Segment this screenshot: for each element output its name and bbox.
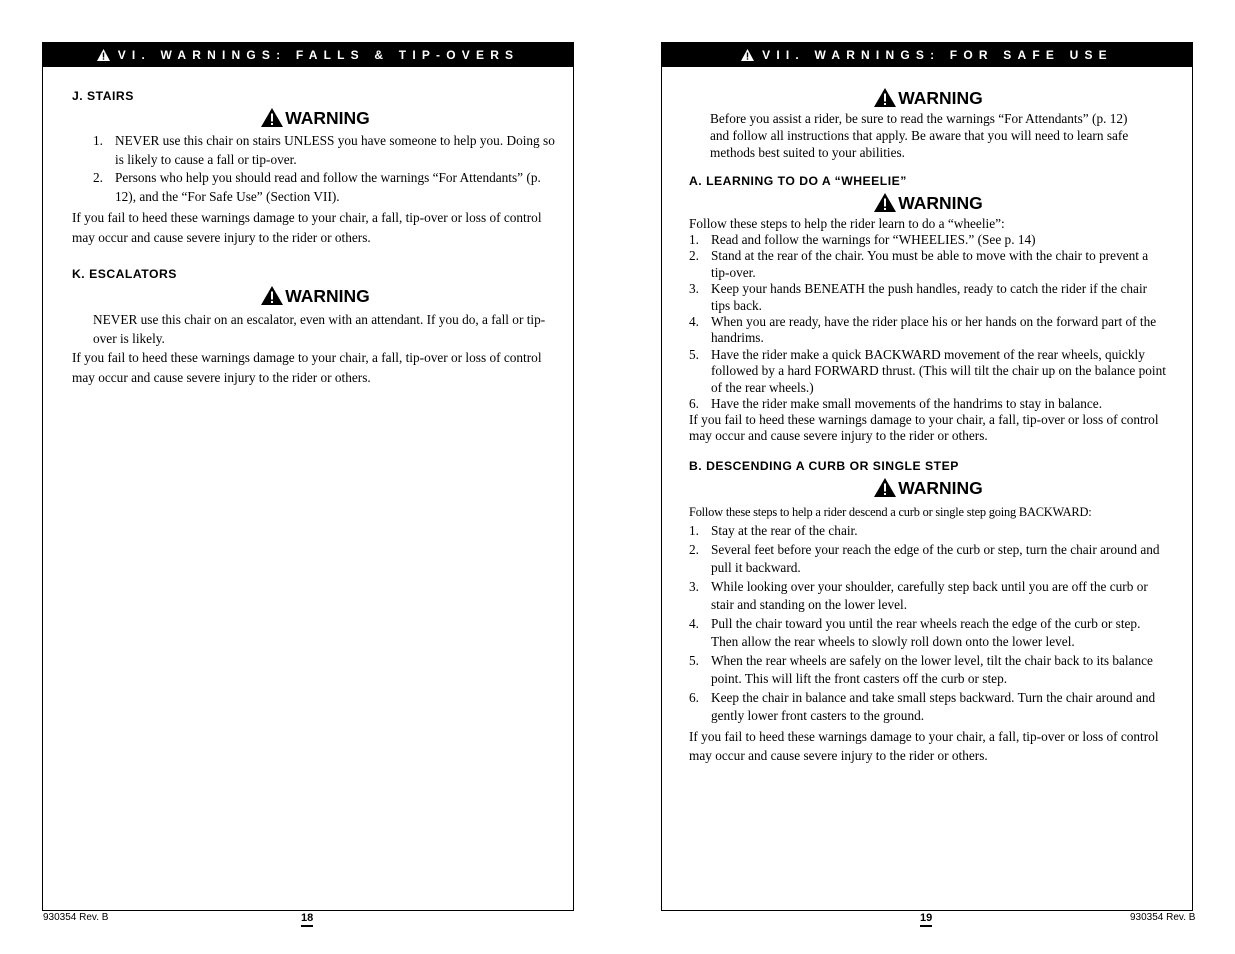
list-item: 4. Pull the chair toward you until the rear wheels reach the edge of the curb or step. Then allow the rear wheels to slowly roll down onto the lower level. — [689, 615, 1141, 649]
left-page — [42, 42, 574, 911]
section-a-note: If you fail to heed these warnings damage to your chair, a fall, tip-over or loss of control may occur and cause severe injury to the rider or others. — [689, 412, 1159, 444]
section-j-note: If you fail to heed these warnings damage to your chair, a fall, tip-over or loss of control may occur and cause severe injury to the rider or others. — [72, 210, 542, 245]
warning-triangle-icon — [874, 193, 896, 212]
left-page-header — [43, 43, 573, 67]
section-j-warning-label: WARNING — [285, 108, 370, 128]
section-k-text: NEVER use this chair on an escalator, even with an attendant. If you do, a fall or tip-over is likely. — [93, 312, 546, 346]
footer-doc-number-left: 930354 Rev. B — [43, 912, 109, 923]
section-j-warning — [72, 108, 559, 128]
list-item: 5. Have the rider make a quick BACKWARD movement of the rear wheels, quickly followed by a hard FORWARD thrust. (This will tilt the chair up on the balance point of the rear wheels.) — [689, 346, 1166, 395]
warning-triangle-icon — [97, 49, 110, 61]
list-item: 1. Stay at the rear of the chair. — [689, 523, 858, 538]
section-b-title: B. DESCENDING A CURB OR SINGLE STEP — [689, 459, 959, 473]
warning-triangle-icon — [261, 108, 283, 127]
right-page — [661, 42, 1193, 911]
list-item: 6. Keep the chair in balance and take small steps backward. Turn the chair around and gently lower front casters to the ground. — [689, 689, 1156, 723]
warning-triangle-icon — [874, 478, 896, 497]
list-item: 2. Several feet before your reach the edge of the curb or step, turn the chair around and pull it backward. — [689, 541, 1160, 575]
page-number-left: 18 — [301, 912, 313, 927]
list-item: 6. Have the rider make small movements of the handrims to stay in balance. — [689, 396, 1103, 412]
intro-text: Before you assist a rider, be sure to read the warnings “For Attendants” (p. 12) and follow all instructions that apply. Be aware that you will need to learn safe methods best suited to your abilities. — [710, 111, 1129, 160]
warning-triangle-icon — [874, 88, 896, 107]
section-a-warning-label: WARNING — [898, 193, 983, 213]
section-a-list — [689, 232, 1168, 412]
list-item: 4. When you are ready, have the rider place his or her hands on the forward part of the handrims. — [689, 314, 1157, 346]
section-a-lead: Follow these steps to help the rider learn to do a “wheelie”: — [689, 216, 1005, 231]
section-a-title: A. LEARNING TO DO A “WHEELIE” — [689, 174, 907, 188]
section-b-warning — [689, 478, 1168, 498]
section-j-list — [93, 132, 559, 206]
list-item: 3. Keep your hands BENEATH the push handles, ready to catch the rider if the chair tips back. — [689, 281, 1148, 313]
section-b-lead: Follow these steps to help a rider descend a curb or single step going BACKWARD: — [689, 505, 1092, 519]
section-a-warning — [689, 193, 1168, 213]
list-item: 5. When the rear wheels are safely on the lower level, tilt the chair back to its balance point. This will lift the front casters off the curb or step. — [689, 652, 1153, 686]
right-page-header-text: VII. WARNINGS: FOR SAFE USE — [762, 48, 1113, 62]
section-b-warning-label: WARNING — [898, 478, 983, 498]
section-b-list — [689, 522, 1168, 726]
right-page-header — [662, 43, 1192, 67]
section-k-note: If you fail to heed these warnings damage to your chair, a fall, tip-over or loss of control may occur and cause severe injury to the rider or others. — [72, 350, 542, 385]
left-page-header-text: VI. WARNINGS: FALLS & TIP-OVERS — [117, 48, 520, 62]
intro-warning-label: WARNING — [898, 88, 983, 108]
section-k-warning-label: WARNING — [285, 286, 370, 306]
footer-doc-number-right: 930354 Rev. B — [1130, 912, 1196, 923]
warning-triangle-icon — [741, 49, 754, 61]
warning-triangle-icon — [261, 286, 283, 305]
list-item: 2. Persons who help you should read and follow the warnings “For Attendants” (p. 12), and the “For Safe Use” (Section VII). — [93, 170, 541, 204]
intro-warning — [689, 88, 1168, 108]
list-item: 1. Read and follow the warnings for “WHEELIES.” (See p. 14) — [689, 232, 1036, 247]
list-item: 2. Stand at the rear of the chair. You must be able to move with the chair to prevent a tip-over. — [689, 248, 1149, 280]
list-item: 3. While looking over your shoulder, carefully step back until you are off the curb or stair and standing on the lower level. — [689, 578, 1148, 612]
section-b-note: If you fail to heed these warnings damage to your chair, a fall, tip-over or loss of control may occur and cause severe injury to the rider or others. — [689, 729, 1159, 763]
list-item: 1. NEVER use this chair on stairs UNLESS you have someone to help you. Doing so is likely to cause a fall or tip-over. — [93, 133, 555, 167]
section-k-warning — [72, 286, 559, 306]
section-j-title: J. STAIRS — [72, 89, 134, 103]
page-number-right: 19 — [920, 912, 932, 927]
section-k-title: K. ESCALATORS — [72, 267, 177, 281]
